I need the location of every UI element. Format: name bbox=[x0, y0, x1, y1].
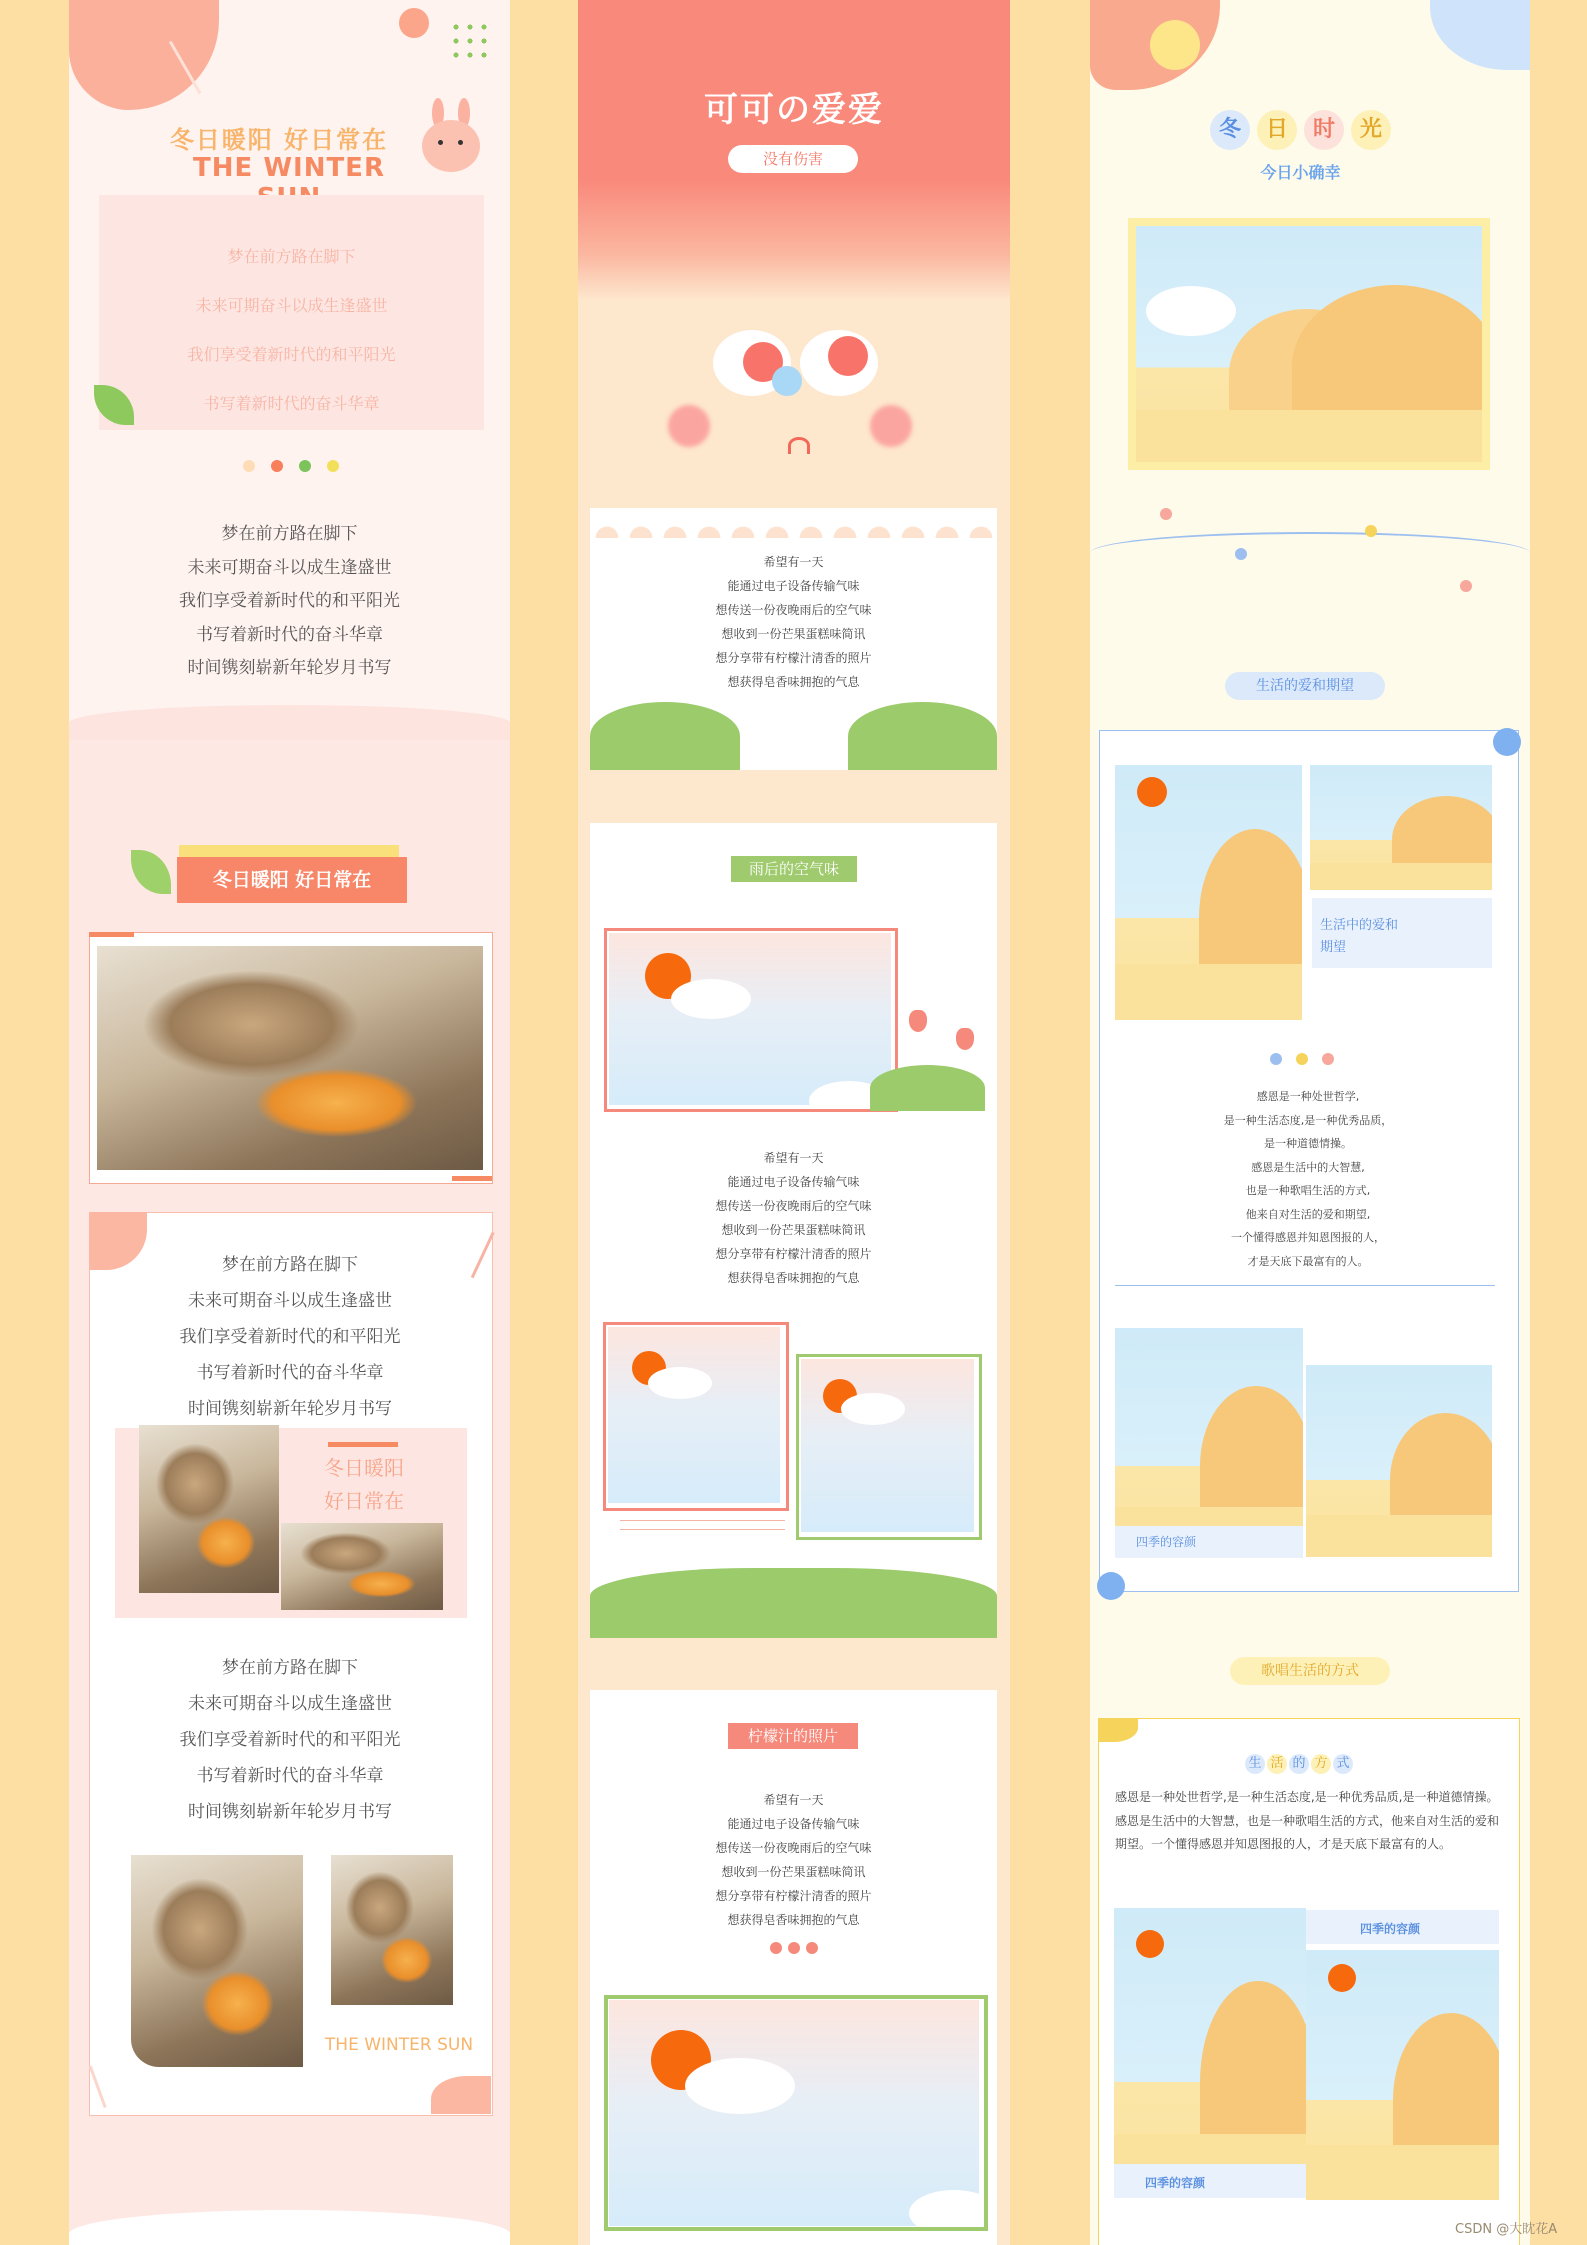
block2-line: 想获得皂香味拥抱的气息 bbox=[727, 1271, 860, 1285]
sun-icon bbox=[1328, 1964, 1356, 1992]
pink-line: 书写着新时代的奋斗华章 bbox=[203, 394, 380, 413]
poem-text bbox=[69, 518, 510, 686]
card-line: 我们享受着新时代的和平阳光 bbox=[179, 1327, 401, 1347]
banner-title: 冬日暖阳 好日常在 bbox=[177, 857, 407, 903]
flower-icon bbox=[1460, 580, 1472, 592]
poem-line: 梦在前方路在脚下 bbox=[221, 524, 358, 544]
title-char-chip: 时 bbox=[1304, 110, 1344, 150]
section2-tag: 雨后的空气味 bbox=[731, 856, 857, 882]
landscape-scene bbox=[1114, 1908, 1306, 2198]
poster-column-2 bbox=[578, 0, 1010, 2245]
pink-line: 未来可期奋斗以成生逢盛世 bbox=[195, 296, 388, 315]
card-line: 时间镌刻崭新年轮岁月书写 bbox=[188, 1399, 392, 1419]
footer-en: THE WINTER SUN bbox=[324, 2035, 474, 2055]
strawberry-icon bbox=[788, 1942, 800, 1954]
block2-line: 希望有一天 bbox=[763, 1151, 824, 1165]
block1-line: 想获得皂香味拥抱的气息 bbox=[727, 675, 860, 689]
landscape-scene bbox=[1136, 226, 1482, 462]
mouth bbox=[788, 437, 810, 454]
section-tag-1: 生活的爱和期望 bbox=[1225, 672, 1385, 700]
block2-line: 想传送一份夜晚雨后的空气味 bbox=[715, 1199, 872, 1213]
cloud-icon bbox=[909, 2190, 979, 2226]
card-line: 时间镌刻崭新年轮岁月书写 bbox=[188, 1802, 392, 1822]
sky-scene bbox=[608, 1327, 780, 1503]
quote-line: 感恩是生活中的大智慧, bbox=[1251, 1160, 1365, 1174]
block1-line: 想传送一份夜晚雨后的空气味 bbox=[715, 603, 872, 617]
basket-photo-left bbox=[131, 1855, 303, 2067]
season-label: 四季的容颜 bbox=[1145, 2176, 1206, 2190]
card-text bbox=[89, 1247, 491, 1427]
block3-line: 想收到一份芒果蛋糕味简讯 bbox=[721, 1865, 866, 1879]
block1-line: 想分享带有柠檬汁清香的照片 bbox=[715, 651, 872, 665]
left-cheek bbox=[668, 405, 710, 447]
block2-line: 想分享带有柠檬汁清香的照片 bbox=[715, 1247, 872, 1261]
block3-line: 想分享带有柠檬汁清香的照片 bbox=[715, 1889, 872, 1903]
flower-icon bbox=[1365, 525, 1377, 537]
card-line: 我们享受着新时代的和平阳光 bbox=[179, 1730, 401, 1750]
collage-photo-right bbox=[281, 1523, 443, 1610]
tulip-icon bbox=[909, 1010, 927, 1032]
poster-column-1 bbox=[69, 0, 510, 2245]
flower-icon bbox=[1270, 1053, 1282, 1065]
quote-line: 也是一种歌唱生活的方式, bbox=[1245, 1184, 1371, 1197]
sub-title-chips bbox=[1245, 1754, 1375, 1776]
quote-line: 感恩是一种处世哲学, bbox=[1256, 1090, 1360, 1103]
season-label: 四季的容颜 bbox=[1360, 1922, 1421, 1936]
frame-accent bbox=[452, 1176, 492, 1181]
subtitle-pill: 没有伤害 bbox=[728, 145, 858, 173]
landscape-scene bbox=[1115, 1328, 1303, 1558]
corner-dot bbox=[1097, 1572, 1125, 1600]
collage-photo-left bbox=[139, 1425, 279, 1593]
card-line: 梦在前方路在脚下 bbox=[222, 1255, 358, 1275]
ground bbox=[1306, 2145, 1499, 2200]
block1-text bbox=[590, 550, 997, 694]
ground bbox=[1115, 964, 1302, 1020]
paragraph-text: 感恩是一种处世哲学,是一种生活态度,是一种优秀品质,是一种道德情操。感恩是生活中的大智慧，也是一种歌唱生活的方式，他来自对生活的爱和期望。一个懂得感恩并知恩图报的人，才是天底下最富有的人。 bbox=[1115, 1790, 1500, 1851]
sky-scene bbox=[609, 2000, 979, 2226]
card-text-2 bbox=[89, 1650, 491, 1830]
title-char-chip: 光 bbox=[1351, 110, 1391, 150]
cloud-icon bbox=[1146, 286, 1236, 336]
block3-text bbox=[590, 1788, 997, 1932]
cloud-icon bbox=[841, 1393, 905, 1425]
sky-scene bbox=[801, 1359, 974, 1532]
divider bbox=[1115, 1285, 1495, 1286]
block3-line: 希望有一天 bbox=[763, 1793, 824, 1807]
header-title-cn: 冬日暖阳 好日常在 bbox=[169, 126, 389, 154]
card-line: 书写着新时代的奋斗华章 bbox=[196, 1363, 384, 1383]
sub-title-char: 方 bbox=[1311, 1754, 1331, 1774]
header-title-en: THE WINTER bbox=[193, 153, 385, 183]
corner-dot bbox=[1493, 728, 1521, 756]
block2-line: 想收到一份芒果蛋糕味简讯 bbox=[721, 1223, 866, 1237]
card-line: 梦在前方路在脚下 bbox=[222, 1658, 358, 1678]
flower-icon bbox=[1160, 508, 1172, 520]
poster-column-3 bbox=[1090, 0, 1530, 2245]
sub-title-char: 活 bbox=[1267, 1754, 1287, 1774]
dots-decoration bbox=[449, 20, 489, 60]
poem-line: 时间镌刻崭新年轮岁月书写 bbox=[187, 658, 392, 678]
picnic-photo bbox=[97, 946, 483, 1170]
quote-line: 才是天底下最富有的人。 bbox=[1247, 1254, 1369, 1268]
line-decoration bbox=[620, 1520, 785, 1530]
flower-icon bbox=[1322, 1053, 1334, 1065]
card-line: 未来可期奋斗以成生逢盛世 bbox=[188, 1694, 392, 1714]
block3-line: 想获得皂香味拥抱的气息 bbox=[727, 1913, 860, 1927]
sub-title-char: 生 bbox=[1245, 1754, 1265, 1774]
block1-line: 想收到一份芒果蛋糕味简讯 bbox=[721, 627, 866, 641]
top-blob-decoration bbox=[1430, 0, 1530, 70]
flower-icon bbox=[399, 8, 429, 38]
bush-decoration bbox=[848, 702, 997, 770]
side-label: 生活中的爱和期望 bbox=[1320, 918, 1399, 955]
flower-icon bbox=[1296, 1053, 1308, 1065]
strawberry-icon bbox=[806, 1942, 818, 1954]
poem-line: 书写着新时代的奋斗华章 bbox=[196, 624, 383, 645]
sun-icon bbox=[1136, 1930, 1164, 1958]
sub-title-char: 式 bbox=[1333, 1754, 1353, 1774]
sky-scene bbox=[609, 933, 891, 1105]
cloud-icon bbox=[648, 1367, 712, 1399]
strawberry-icon bbox=[770, 1942, 782, 1954]
title-char-chip: 日 bbox=[1257, 110, 1297, 150]
card-line: 书写着新时代的奋斗华章 bbox=[196, 1766, 384, 1786]
landscape-scene bbox=[1115, 765, 1302, 1020]
quote-line: 一个懂得感恩并知恩图报的人， bbox=[1231, 1231, 1385, 1244]
side-title-1: 冬日暖阳 bbox=[324, 1456, 404, 1480]
block3-line: 想传送一份夜晚雨后的空气味 bbox=[715, 1841, 872, 1855]
landscape-scene bbox=[1306, 1365, 1492, 1557]
card-line: 未来可期奋斗以成生逢盛世 bbox=[188, 1291, 392, 1311]
quote-text bbox=[1099, 1085, 1517, 1273]
ground bbox=[1310, 863, 1492, 891]
bush-decoration bbox=[870, 1065, 985, 1111]
cloud-icon bbox=[671, 979, 751, 1019]
side-title-2: 好日常在 bbox=[324, 1489, 404, 1513]
quote-line: 是一种生活态度,是一种优秀品质， bbox=[1223, 1113, 1393, 1127]
ground bbox=[1136, 410, 1482, 462]
watermark: CSDN @大眈花A bbox=[1455, 2222, 1558, 2237]
bush-decoration bbox=[590, 1568, 997, 1638]
poem-line: 未来可期奋斗以成生逢盛世 bbox=[187, 557, 392, 578]
sun-icon bbox=[1137, 777, 1167, 807]
wavy-line-decoration bbox=[1090, 532, 1530, 574]
block3-line: 能通过电子设备传输气味 bbox=[727, 1817, 860, 1831]
pink-quote-lines bbox=[99, 232, 484, 428]
subtitle: 今日小确幸 bbox=[1260, 163, 1341, 182]
block2-line: 能通过电子设备传输气味 bbox=[727, 1175, 860, 1189]
indicator-dot bbox=[327, 460, 339, 472]
section3-tag: 柠檬汁的照片 bbox=[728, 1723, 858, 1749]
ground bbox=[1306, 1515, 1492, 1557]
top-scallop bbox=[590, 508, 997, 538]
landscape-scene bbox=[1306, 1950, 1499, 2200]
cloud-icon bbox=[685, 2058, 795, 2114]
indicator-dot bbox=[243, 460, 255, 472]
sub-title-char: 的 bbox=[1289, 1754, 1309, 1774]
bunny-icon bbox=[422, 98, 484, 176]
quote-line: 是一种道德情操。 bbox=[1264, 1137, 1352, 1150]
tulip-icon bbox=[956, 1028, 974, 1050]
sun-icon bbox=[1150, 20, 1200, 70]
right-pupil bbox=[828, 336, 868, 376]
season-label-box bbox=[1114, 2164, 1306, 2198]
block2-text bbox=[590, 1146, 997, 1290]
block1-line: 希望有一天 bbox=[763, 555, 824, 569]
quote-line: 他来自对生活的爱和期望, bbox=[1245, 1207, 1371, 1221]
block1-line: 能通过电子设备传输气味 bbox=[727, 579, 860, 593]
indicator-dot bbox=[299, 460, 311, 472]
poem-line: 我们享受着新时代的和平阳光 bbox=[179, 591, 400, 611]
bush-decoration bbox=[590, 702, 740, 770]
frame-accent bbox=[89, 932, 134, 937]
basket-photo-right bbox=[331, 1855, 453, 2005]
side-title-accent bbox=[328, 1442, 398, 1447]
flower-icon bbox=[1235, 548, 1247, 560]
main-title: 可可の爱爱 bbox=[704, 90, 884, 130]
title-char-chip: 冬 bbox=[1210, 110, 1250, 150]
pink-line: 我们享受着新时代的和平阳光 bbox=[187, 345, 396, 364]
right-cheek bbox=[870, 405, 912, 447]
landscape-scene bbox=[1310, 765, 1492, 890]
nose bbox=[772, 366, 802, 396]
section-tag-2: 歌唱生活的方式 bbox=[1230, 1657, 1390, 1685]
pink-line: 梦在前方路在脚下 bbox=[227, 247, 356, 266]
indicator-dot bbox=[271, 460, 283, 472]
season-label: 四季的容颜 bbox=[1136, 1535, 1197, 1549]
